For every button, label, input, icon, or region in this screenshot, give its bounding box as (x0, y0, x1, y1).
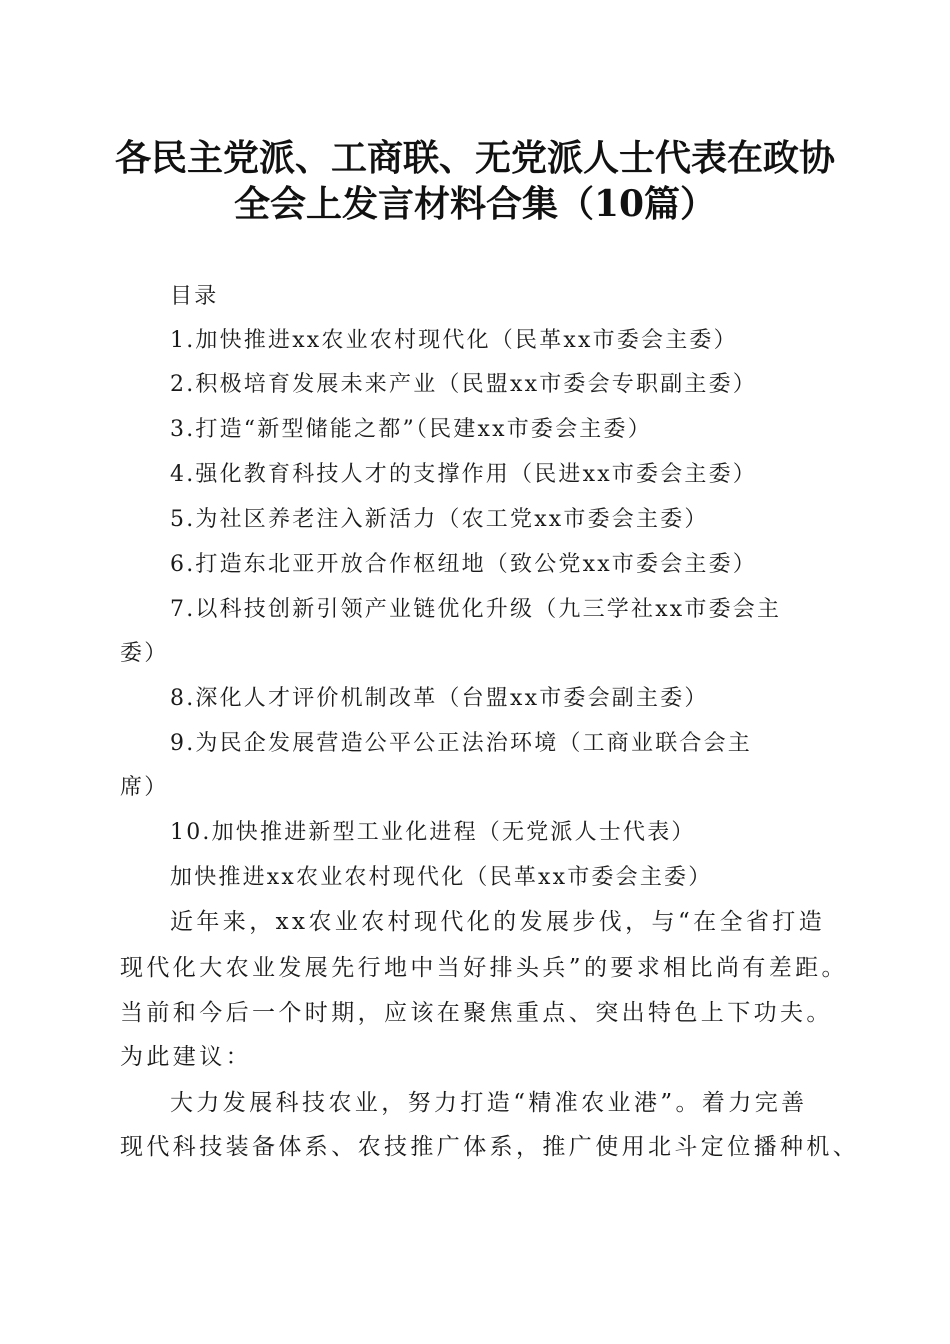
document-title-line-1: 各民主党派、工商联、无党派人士代表在政协 (114, 137, 835, 179)
toc-item: 7.以科技创新引领产业链优化升级（九三学社xx市委会主 (170, 597, 782, 622)
toc-item: 9.为民企发展营造公平公正法治环境（工商业联合会主 (170, 731, 752, 756)
toc-item: 3.打造“新型储能之都”（民建xx市委会主委） (170, 417, 652, 442)
section-heading: 加快推进xx农业农村现代化（民革xx市委会主委） (170, 865, 713, 890)
toc-item: 5.为社区养老注入新活力（农工党xx市委会主委） (170, 507, 709, 532)
paragraph-line: 为此建议： (120, 1044, 252, 1070)
paragraph-line: 现代化大农业发展先行地中当好排头兵”的要求相比尚有差距。 (120, 955, 848, 981)
toc-item: 1.加快推进xx农业农村现代化（民革xx市委会主委） (170, 328, 738, 353)
paragraph-line: 现代科技装备体系、农技推广体系，推广使用北斗定位播种机、 (120, 1134, 860, 1160)
paragraph-line: 当前和今后一个时期，应该在聚焦重点、突出特色上下功夫。 (120, 1000, 833, 1026)
toc-item: 10.加快推进新型工业化进程（无党派人士代表） (170, 820, 696, 845)
toc-item: 2.积极培育发展未来产业（民盟xx市委会专职副主委） (170, 372, 758, 397)
paragraph-line: 近年来，xx农业农村现代化的发展步伐，与“在全省打造 (170, 909, 826, 935)
toc-heading: 目录 (170, 284, 219, 309)
toc-item-continuation: 委） (120, 641, 169, 666)
toc-item: 8.深化人才评价机制改革（台盟xx市委会副主委） (170, 686, 709, 711)
toc-item-continuation: 席） (120, 775, 169, 800)
toc-item: 4.强化教育科技人才的支撑作用（民进xx市委会主委） (170, 462, 758, 487)
toc-item: 6.打造东北亚开放合作枢纽地（致公党xx市委会主委） (170, 552, 758, 577)
paragraph-line: 大力发展科技农业，努力打造“精准农业港”。着力完善 (170, 1090, 808, 1116)
document-title-line-2: 全会上发言材料合集（10篇） (233, 183, 717, 225)
